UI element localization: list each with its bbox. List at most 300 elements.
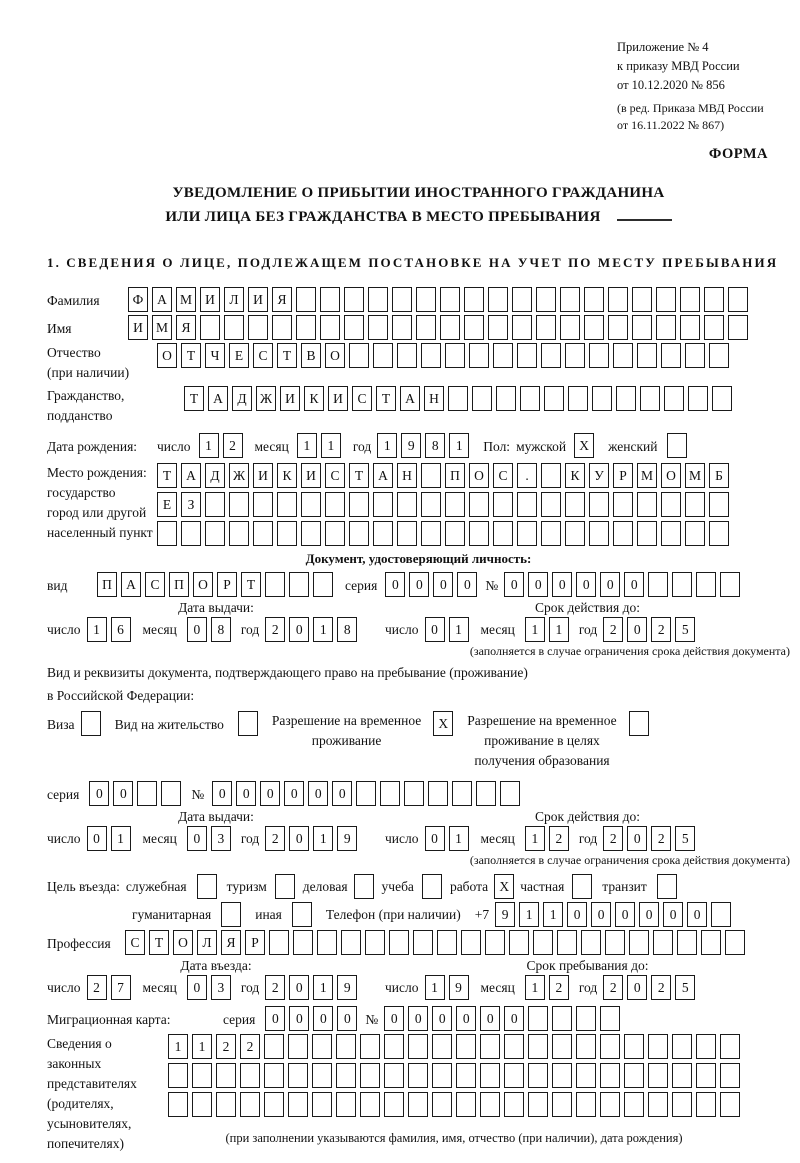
char-box: 1 [519, 902, 539, 927]
char-box [344, 315, 364, 340]
day-label: число [157, 439, 191, 454]
char-box [181, 521, 201, 546]
char-box [168, 1063, 188, 1088]
char-box: 2 [651, 975, 671, 1000]
purpose-official-checkbox [197, 874, 217, 899]
char-box [541, 492, 561, 517]
char-box: 0 [187, 975, 207, 1000]
day-label: число [385, 830, 419, 846]
char-box: X [574, 433, 594, 458]
entry-date-heading: Дата въезда: [180, 958, 252, 973]
char-box: И [253, 463, 273, 488]
visa-checkbox [81, 711, 101, 736]
char-box [720, 1034, 740, 1059]
char-box [725, 930, 745, 955]
char-box [565, 343, 585, 368]
stay-year-cells [603, 975, 695, 1000]
char-box: 0 [289, 975, 309, 1000]
char-box [464, 287, 484, 312]
char-box: 0 [87, 826, 107, 851]
residence-permit-checkbox [238, 711, 258, 736]
char-box [456, 1034, 476, 1059]
char-box [648, 1034, 668, 1059]
char-box: Я [176, 315, 196, 340]
char-box [696, 1034, 716, 1059]
year-label: год [352, 439, 372, 454]
sex-female-checkbox [667, 433, 687, 458]
char-box [421, 521, 441, 546]
birth-day-cells [199, 433, 243, 458]
profession-cells [125, 930, 745, 955]
char-box: 1 [525, 975, 545, 1000]
char-box [711, 902, 731, 927]
purpose-private-label: частная [520, 879, 565, 894]
char-box: А [208, 386, 228, 411]
char-box: П [97, 572, 117, 597]
char-box [709, 521, 729, 546]
char-box [440, 287, 460, 312]
month-label: месяц [254, 439, 289, 454]
char-box [701, 930, 721, 955]
char-box [552, 1092, 572, 1117]
char-box: Р [245, 930, 265, 955]
char-box: Р [613, 463, 633, 488]
char-box: 1 [549, 617, 569, 642]
char-box [365, 930, 385, 955]
stay-doc-series-row [47, 781, 790, 806]
month-label: месяц [480, 621, 515, 637]
char-box [288, 1092, 308, 1117]
char-box [680, 287, 700, 312]
char-box [504, 1034, 524, 1059]
char-box [661, 492, 681, 517]
char-box [368, 287, 388, 312]
char-box: 0 [432, 1006, 452, 1031]
char-box [600, 1092, 620, 1117]
char-box: 0 [289, 1006, 309, 1031]
char-box: Р [217, 572, 237, 597]
migration-number-cells [384, 1006, 620, 1031]
char-box: С [325, 463, 345, 488]
char-box [512, 315, 532, 340]
char-box: И [280, 386, 300, 411]
identity-doc-note: (заполняется в случае ограничения срока действия документа) [469, 644, 790, 658]
residence-permit-label: Вид на жительство [114, 717, 224, 732]
doc-series-cells [385, 572, 477, 597]
char-box [392, 287, 412, 312]
char-box: 5 [675, 975, 695, 1000]
char-box [704, 315, 724, 340]
char-box [520, 386, 540, 411]
char-box [560, 287, 580, 312]
char-box [517, 492, 537, 517]
char-box [168, 1092, 188, 1117]
char-box: А [400, 386, 420, 411]
purpose-humanitarian-label: гуманитарная [132, 907, 212, 922]
char-box: 0 [384, 1006, 404, 1031]
char-box: 0 [236, 781, 256, 806]
char-box [576, 1034, 596, 1059]
expiry-day-cells [425, 826, 469, 851]
char-box [613, 343, 633, 368]
char-box: 0 [457, 572, 477, 597]
char-box [277, 492, 297, 517]
section1-heading: 1. СВЕДЕНИЯ О ЛИЦЕ, ПОДЛЕЖАЩЕМ ПОСТАНОВКЕ НА УЧЕТ ПО МЕСТУ ПРЕБЫВАНИЯ [47, 255, 779, 270]
char-box: С [253, 343, 273, 368]
char-box [360, 1092, 380, 1117]
char-box [493, 343, 513, 368]
birth-place-row2-cells [157, 492, 729, 517]
identity-issue-group [47, 600, 385, 642]
char-box [289, 572, 309, 597]
char-box [205, 521, 225, 546]
char-box [648, 1063, 668, 1088]
char-box [320, 315, 340, 340]
char-box [461, 930, 481, 955]
char-box [584, 315, 604, 340]
char-box [704, 287, 724, 312]
char-box: 2 [549, 826, 569, 851]
char-box: 1 [313, 975, 333, 1000]
issue-month-cells [187, 826, 231, 851]
char-box: 0 [627, 617, 647, 642]
char-box [637, 492, 657, 517]
char-box [349, 521, 369, 546]
purpose-transit-checkbox [657, 874, 677, 899]
month-label: месяц [480, 979, 515, 995]
patronymic-label: Отчество (при наличии) [47, 345, 130, 380]
migration-series-cells [265, 1006, 357, 1031]
entry-dates [47, 958, 790, 1000]
char-box [221, 902, 241, 927]
char-box: 1 [449, 433, 469, 458]
firstname-row [47, 315, 790, 340]
stay-doc-issue-group [47, 809, 385, 851]
char-box [404, 781, 424, 806]
char-box [613, 492, 633, 517]
char-box: И [128, 315, 148, 340]
char-box [672, 1034, 692, 1059]
char-box [696, 572, 716, 597]
char-box [368, 315, 388, 340]
char-box [480, 1092, 500, 1117]
char-box [313, 572, 333, 597]
char-box [469, 492, 489, 517]
surname-label: Фамилия [47, 293, 100, 308]
char-box: Ч [205, 343, 225, 368]
char-box: 1 [449, 617, 469, 642]
char-box: 0 [624, 572, 644, 597]
char-box: Т [181, 343, 201, 368]
char-box: Д [232, 386, 252, 411]
char-box [229, 521, 249, 546]
char-box: К [304, 386, 324, 411]
char-box: 1 [425, 975, 445, 1000]
char-box: 2 [603, 975, 623, 1000]
purpose-label: Цель въезда: [47, 879, 120, 894]
char-box [445, 521, 465, 546]
char-box [192, 1063, 212, 1088]
char-box [356, 781, 376, 806]
char-box [709, 492, 729, 517]
char-box: Я [272, 287, 292, 312]
edu-permit-checkbox [629, 711, 649, 736]
char-box: Н [397, 463, 417, 488]
purpose-study-label: учеба [381, 879, 414, 894]
annex-line: от 10.12.2020 № 856 [617, 78, 725, 92]
char-box: 0 [567, 902, 587, 927]
char-box [360, 1063, 380, 1088]
char-box: 2 [223, 433, 243, 458]
birth-month-cells [297, 433, 341, 458]
stay-month-cells [525, 975, 569, 1000]
char-box [600, 1034, 620, 1059]
char-box: О [173, 930, 193, 955]
char-box: 9 [495, 902, 515, 927]
migration-card-row [47, 1006, 790, 1031]
char-box: А [121, 572, 141, 597]
char-box [416, 315, 436, 340]
char-box: 3 [211, 826, 231, 851]
char-box [640, 386, 660, 411]
char-box: 0 [332, 781, 352, 806]
char-box: 2 [240, 1034, 260, 1059]
char-box [325, 492, 345, 517]
char-box [264, 1092, 284, 1117]
char-box [269, 930, 289, 955]
char-box [336, 1063, 356, 1088]
char-box: 2 [603, 826, 623, 851]
char-box [421, 343, 441, 368]
char-box: С [145, 572, 165, 597]
char-box: 7 [111, 975, 131, 1000]
char-box [728, 287, 748, 312]
char-box: 2 [265, 617, 285, 642]
title-blank-underline [617, 206, 672, 221]
char-box [469, 343, 489, 368]
char-box [696, 1092, 716, 1117]
stay-doc-intro1: Вид и реквизиты документа, подтверждающего право на пребывание (проживание) [47, 665, 528, 680]
char-box [629, 930, 649, 955]
migration-number-label: № [365, 1012, 379, 1027]
char-box: 2 [265, 975, 285, 1000]
profession-label: Профессия [47, 936, 111, 951]
char-box [720, 572, 740, 597]
char-box [517, 343, 537, 368]
char-box [685, 521, 705, 546]
purpose-private-checkbox [572, 874, 592, 899]
doc-kind-cells [97, 572, 333, 597]
char-box: И [301, 463, 321, 488]
char-box [205, 492, 225, 517]
representatives-block [47, 1034, 790, 1154]
birth-date-label: Дата рождения: [47, 439, 138, 454]
char-box: 8 [425, 433, 445, 458]
char-box: 0 [627, 975, 647, 1000]
year-label: год [240, 979, 260, 995]
char-box: П [445, 463, 465, 488]
char-box: У [589, 463, 609, 488]
char-box: 1 [543, 902, 563, 927]
char-box [354, 874, 374, 899]
char-box [224, 315, 244, 340]
char-box: О [193, 572, 213, 597]
representatives-row2-cells [168, 1063, 740, 1088]
char-box [413, 930, 433, 955]
char-box [696, 1063, 716, 1088]
char-box [624, 1034, 644, 1059]
char-box: 1 [449, 826, 469, 851]
char-box: 1 [525, 826, 545, 851]
birth-year-cells [377, 433, 469, 458]
char-box: 2 [603, 617, 623, 642]
sex-female-label: женский [608, 439, 658, 454]
profession-row [47, 930, 790, 955]
char-box [373, 343, 393, 368]
char-box: 0 [89, 781, 109, 806]
doc-kind-label: вид [47, 578, 68, 593]
char-box [229, 492, 249, 517]
purpose-humanitarian-checkbox [221, 902, 241, 927]
char-box: Т [241, 572, 261, 597]
char-box [445, 492, 465, 517]
char-box: 6 [111, 617, 131, 642]
char-box: Б [709, 463, 729, 488]
char-box: Т [184, 386, 204, 411]
entry-year-cells [265, 975, 357, 1000]
identity-expiry-group [385, 600, 790, 642]
char-box: 0 [260, 781, 280, 806]
char-box [456, 1092, 476, 1117]
migration-card-label: Миграционная карта: [47, 1012, 171, 1027]
char-box: 9 [401, 433, 421, 458]
purpose-work-checkbox [494, 874, 514, 899]
forma-label: ФОРМА [708, 146, 768, 162]
char-box [437, 930, 457, 955]
char-box: Т [157, 463, 177, 488]
day-label: число [385, 979, 419, 995]
char-box [584, 287, 604, 312]
char-box [592, 386, 612, 411]
issue-day-cells [87, 826, 131, 851]
char-box: 0 [289, 826, 309, 851]
purpose-tourism-label: туризм [226, 879, 267, 894]
purpose-study-checkbox [422, 874, 442, 899]
entry-date-group [47, 958, 385, 1000]
char-box [161, 781, 181, 806]
char-box [476, 781, 496, 806]
char-box [576, 1006, 596, 1031]
char-box [301, 521, 321, 546]
char-box [485, 930, 505, 955]
purpose-transit-label: транзит [602, 879, 647, 894]
char-box [293, 930, 313, 955]
char-box [493, 521, 513, 546]
char-box: 0 [504, 1006, 524, 1031]
char-box [440, 315, 460, 340]
char-box: 1 [192, 1034, 212, 1059]
char-box: Я [221, 930, 241, 955]
char-box [197, 874, 217, 899]
expiry-day-cells [425, 617, 469, 642]
char-box: 0 [639, 902, 659, 927]
expiry-year-cells [603, 617, 695, 642]
form-title-line2: ИЛИ ЛИЦА БЕЗ ГРАЖДАНСТВА В МЕСТО ПРЕБЫВАНИЯ [47, 205, 790, 229]
char-box: 0 [212, 781, 232, 806]
char-box [373, 521, 393, 546]
char-box [464, 315, 484, 340]
char-box: К [277, 463, 297, 488]
char-box: М [176, 287, 196, 312]
char-box: 8 [337, 617, 357, 642]
char-box: 1 [321, 433, 341, 458]
char-box [432, 1034, 452, 1059]
char-box: 2 [87, 975, 107, 1000]
char-box [336, 1034, 356, 1059]
char-box: 1 [168, 1034, 188, 1059]
char-box [667, 433, 687, 458]
issue-day-cells [87, 617, 131, 642]
char-box [616, 386, 636, 411]
char-box [552, 1034, 572, 1059]
char-box [637, 521, 657, 546]
year-label: год [578, 830, 598, 846]
visa-label: Виза [47, 717, 75, 732]
char-box [480, 1034, 500, 1059]
surname-cells [128, 287, 748, 312]
char-box [685, 492, 705, 517]
phone-prefix: +7 [474, 907, 490, 922]
firstname-label: Имя [47, 321, 72, 336]
char-box [632, 315, 652, 340]
char-box: 0 [385, 572, 405, 597]
entry-day-cells [87, 975, 131, 1000]
char-box [448, 386, 468, 411]
char-box [288, 1034, 308, 1059]
char-box [637, 343, 657, 368]
annex-edition-line: от 16.11.2022 № 867) [617, 118, 725, 132]
form-title [47, 181, 790, 229]
char-box [349, 343, 369, 368]
birth-place-label: Место рождения: государство город или другой населенный пункт [47, 465, 153, 540]
char-box [672, 1092, 692, 1117]
char-box [432, 1063, 452, 1088]
char-box: Е [229, 343, 249, 368]
char-box [557, 930, 577, 955]
purpose-work-label: работа [449, 879, 489, 894]
char-box: Е [157, 492, 177, 517]
char-box [312, 1034, 332, 1059]
char-box: С [493, 463, 513, 488]
stay-until-group [385, 958, 790, 1000]
char-box: 9 [337, 975, 357, 1000]
day-label: число [385, 621, 419, 637]
stay-until-heading: Срок пребывания до: [526, 958, 649, 973]
doc-number-label: № [485, 578, 499, 593]
identity-doc-heading: Документ, удостоверяющий личность: [305, 551, 532, 566]
char-box [712, 386, 732, 411]
char-box [605, 930, 625, 955]
stay-doc-dates [47, 809, 790, 851]
char-box [480, 1063, 500, 1088]
char-box: 1 [313, 826, 333, 851]
char-box: Т [376, 386, 396, 411]
char-box [613, 521, 633, 546]
phone-cells [495, 902, 731, 927]
char-box [572, 874, 592, 899]
char-box [253, 492, 273, 517]
char-box [608, 287, 628, 312]
